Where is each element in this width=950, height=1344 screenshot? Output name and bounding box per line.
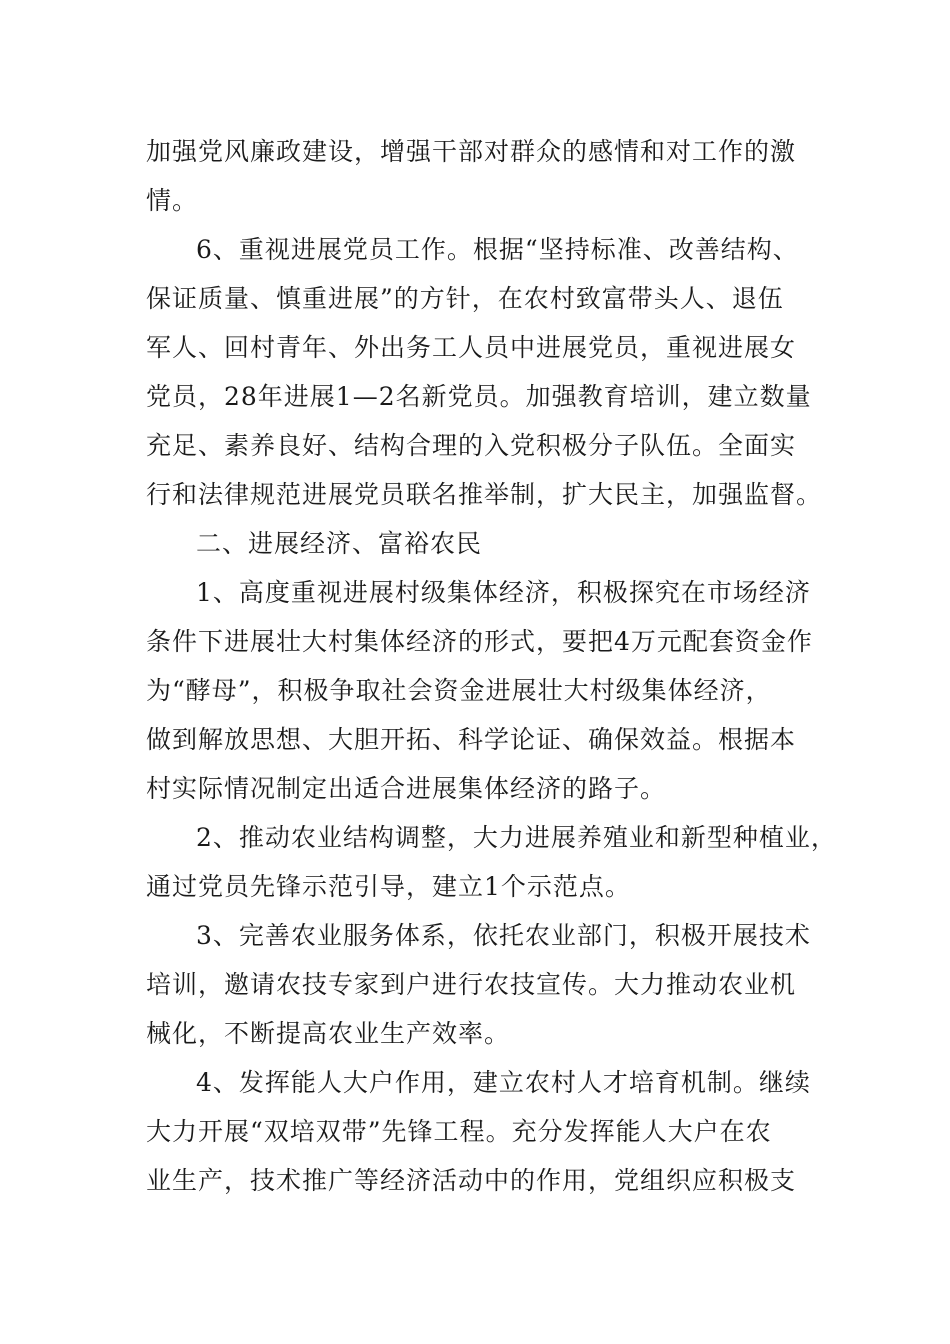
text-line: 充足、素养良好、结构合理的入党积极分子队伍。全面实 (146, 431, 797, 460)
text-line: 6、重视进展党员工作。根据“坚持标准、改善结构、 (196, 235, 799, 264)
text-line: 做到解放思想、大胆开拓、科学论证、确保效益。根据本 (146, 725, 797, 754)
text-line: 保证质量、慎重进展”的方针，在农村致富带头人、退伍 (146, 284, 784, 313)
text-line: 培训，邀请农技专家到户进行农技宣传。大力推动农业机 (146, 970, 797, 999)
text-line: 1、高度重视进展村级集体经济，积极探究在市场经济 (196, 578, 811, 607)
text-line: 3、完善农业服务体系，依托农业部门，积极开展技术 (196, 921, 811, 950)
text-line: 为“酵母”，积极争取社会资金进展壮大村级集体经济， (146, 676, 772, 705)
text-line: 通过党员先锋示范引导，建立1个示范点。 (146, 872, 631, 901)
text-line: 村实际情况制定出适合进展集体经济的路子。 (146, 774, 667, 803)
text-line: 情。 (146, 186, 199, 215)
text-line: 党员，28年进展1—2名新党员。加强教育培训，建立数量 (146, 382, 812, 411)
text-line: 行和法律规范进展党员联名推举制，扩大民主，加强监督。 (146, 480, 823, 509)
section-heading: 二、进展经济、富裕农民 (196, 529, 483, 558)
text-line: 军人、回村青年、外出务工人员中进展党员，重视进展女 (146, 333, 797, 362)
text-line: 大力开展“双培双带”先锋工程。充分发挥能人大户在农 (146, 1117, 772, 1146)
text-line: 械化，不断提高农业生产效率。 (146, 1019, 511, 1048)
text-line: 4、发挥能人大户作用，建立农村人才培育机制。继续 (196, 1068, 811, 1097)
text-line: 加强党风廉政建设，增强干部对群众的感情和对工作的激 (146, 137, 797, 166)
text-line: 条件下进展壮大村集体经济的形式，要把4万元配套资金作 (146, 627, 813, 656)
text-line: 2、推动农业结构调整，大力进展养殖业和新型种植业， (196, 823, 837, 852)
text-line: 业生产，技术推广等经济活动中的作用，党组织应积极支 (146, 1166, 797, 1195)
body-text (146, 127, 837, 1205)
